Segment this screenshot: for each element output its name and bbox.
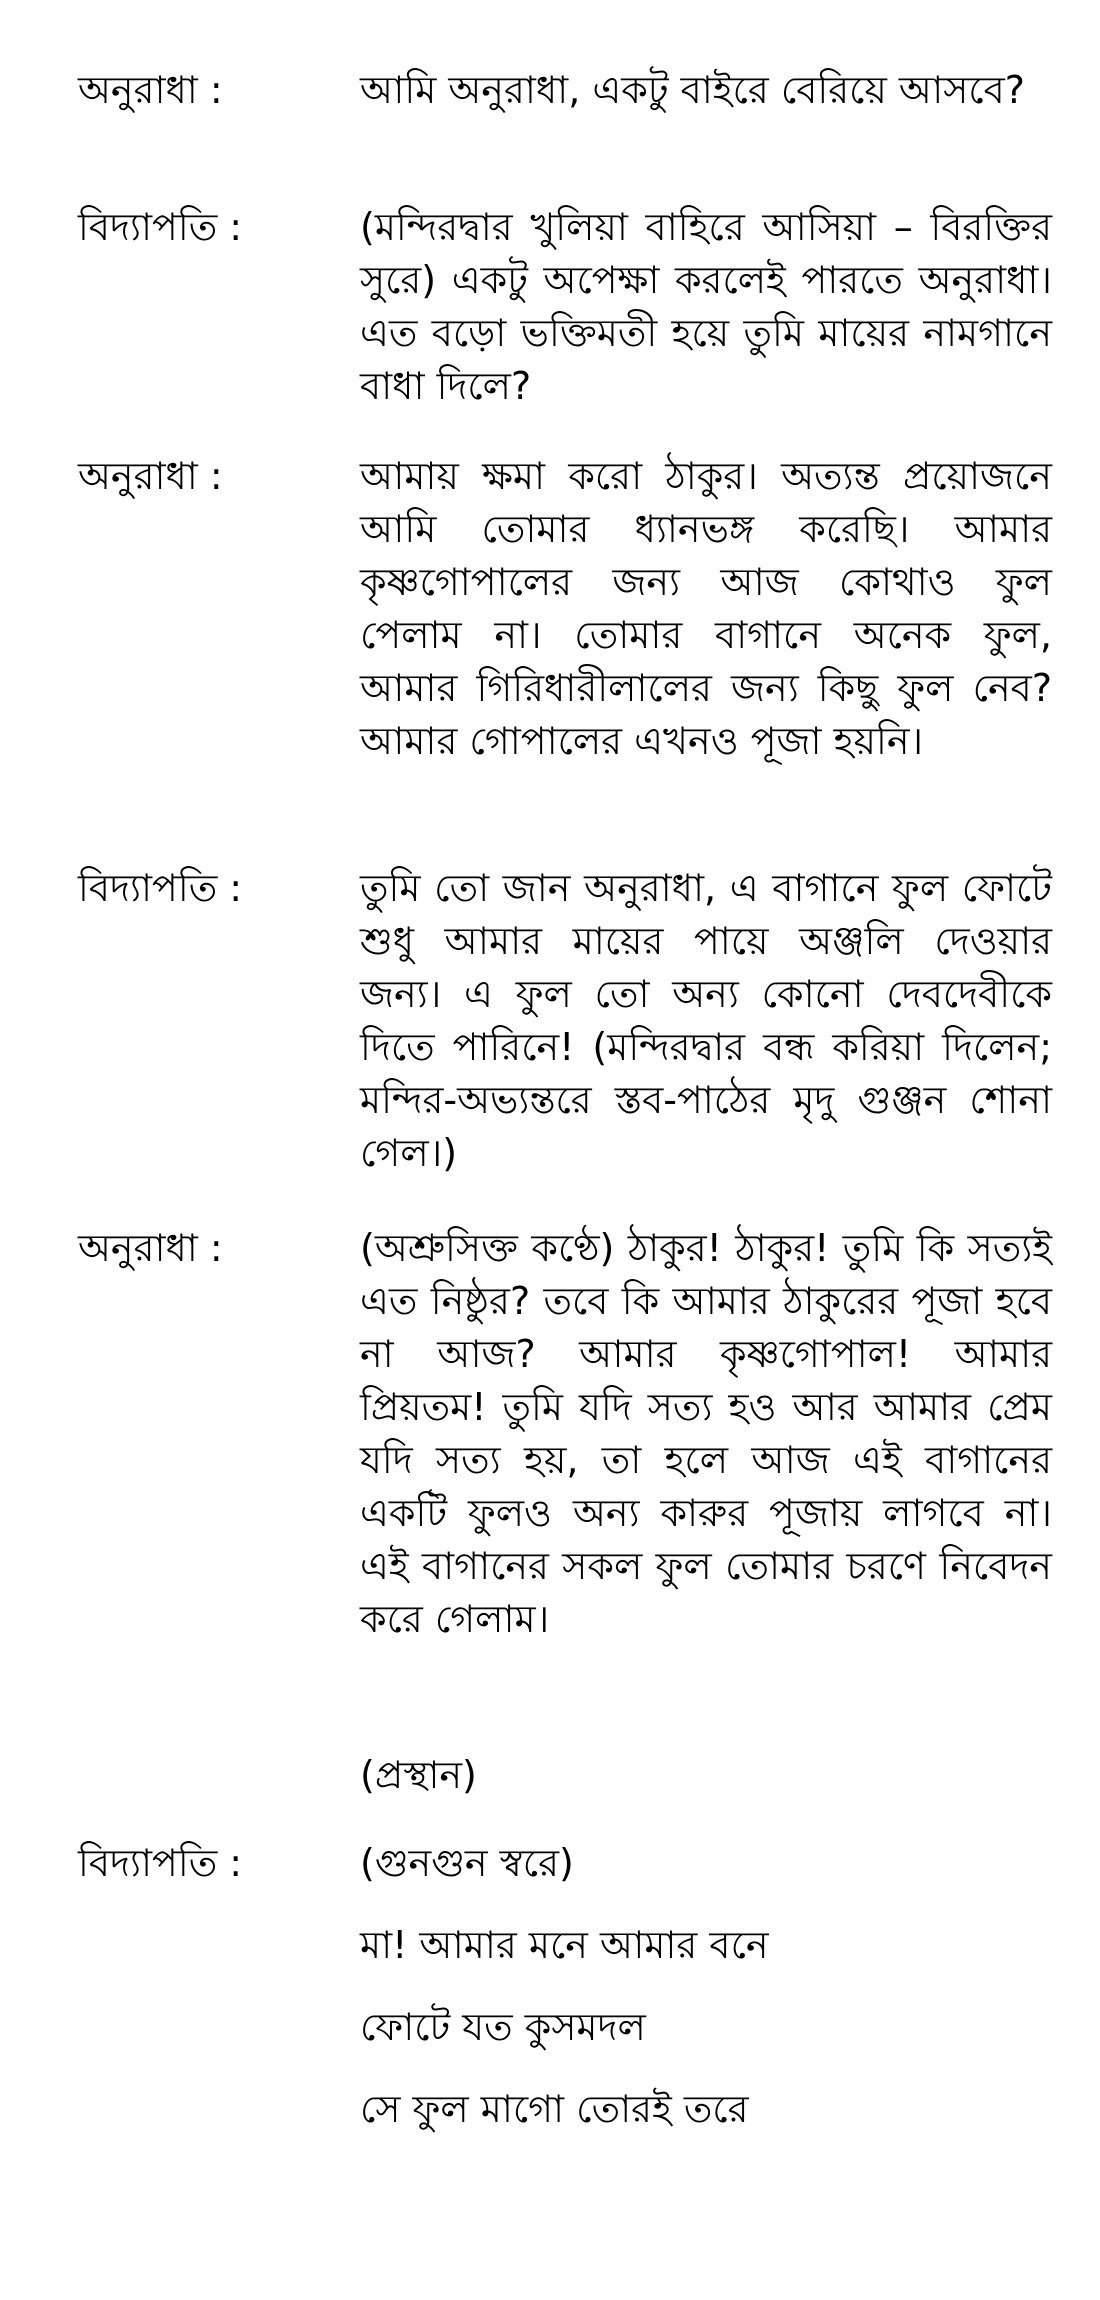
- speaker-name: অনুরাধা :: [78, 68, 223, 112]
- speaker-name: বিদ্যাপতি :: [78, 866, 243, 910]
- speech-text: [360, 1222, 1052, 1646]
- speech-text: [360, 201, 1052, 413]
- dialogue-entry: [0, 64, 1052, 117]
- speaker-name: বিদ্যাপতি :: [78, 1841, 243, 1885]
- dialogue-entry: [0, 450, 1052, 768]
- verse-line: মা! আমার মনে আমার বনে: [360, 1923, 769, 1967]
- song-verse: [360, 1837, 1052, 2136]
- dialogue-entry-final: [0, 1837, 1052, 2136]
- speaker-name: বিদ্যাপতি :: [78, 205, 243, 249]
- speech-paragraph: (অশ্রুসিক্ত কণ্ঠে) ঠাকুর! ঠাকুর! তুমি কি সত্যই এত নিষ্ঠুর? তবে কি আমার ঠাকুরের পূজা হবে না আজ? আমার কৃষ্ণগোপাল! আমার প্রিয়তম! তুমি যদি সত্য হও আর আমার প্রেম যদি সত্য হয়, তা হলে আজ এই বাগানের একটি ফুলও অন্য কারুর পূজায় লাগবে না। এই বাগানের সকল ফুল তোমার চরণে নিবেদন করে গেলাম।: [360, 1226, 1052, 1641]
- verse-line: ফোটে যত কুসমদল: [360, 2005, 646, 2049]
- stage-direction: (প্রস্থান): [360, 1753, 477, 1797]
- speaker-name: অনুরাধা :: [78, 1226, 223, 1270]
- speech-paragraph: আমায় ক্ষমা করো ঠাকুর। অত্যন্ত প্রয়োজনে আমি তোমার ধ্যানভঙ্গ করেছি। আমার কৃষ্ণগোপালের জন্য আজ কোথাও ফুল পেলাম না। তোমার বাগানে অনেক ফুল, আমার গিরিধারীলালের জন্য কিছু ফুল নেব? আমার গোপালের এখনও পূজা হয়নি।: [360, 454, 1052, 763]
- speech-text: [360, 64, 1052, 117]
- dialogue-entry: [0, 1222, 1052, 1646]
- speech-paragraph: (মন্দিরদ্বার খুলিয়া বাহিরে আসিয়া – বিরক্তির সুরে) একটু অপেক্ষা করলেই পারতে অনুরাধা। এত বড়ো ভক্তিমতী হয়ে তুমি মায়ের নামগানে বাধা দিলে?: [360, 205, 1052, 408]
- dialogue-entry: [0, 201, 1052, 413]
- speech-text: [360, 862, 1052, 1180]
- dialogue-entry: [0, 862, 1052, 1180]
- speech-text: [360, 450, 1052, 768]
- verse-line: (গুনগুন স্বরে): [360, 1841, 574, 1885]
- speech-paragraph: তুমি তো জান অনুরাধা, এ বাগানে ফুল ফোটে শুধু আমার মায়ের পায়ে অঞ্জলি দেওয়ার জন্য। এ ফুল তো অন্য কোনো দেবদেবীকে দিতে পারিনে! (মন্দিরদ্বার বন্ধ করিয়া দিলেন; মন্দির-অভ্যন্তরে স্তব-পাঠের মৃদু গুঞ্জন শোনা গেল।): [360, 866, 1052, 1175]
- verse-line: সে ফুল মাগো তোরই তরে: [360, 2087, 749, 2131]
- speaker-name: অনুরাধা :: [78, 454, 223, 498]
- speech-paragraph: আমি অনুরাধা, একটু বাইরে বেরিয়ে আসবে?: [360, 68, 1025, 112]
